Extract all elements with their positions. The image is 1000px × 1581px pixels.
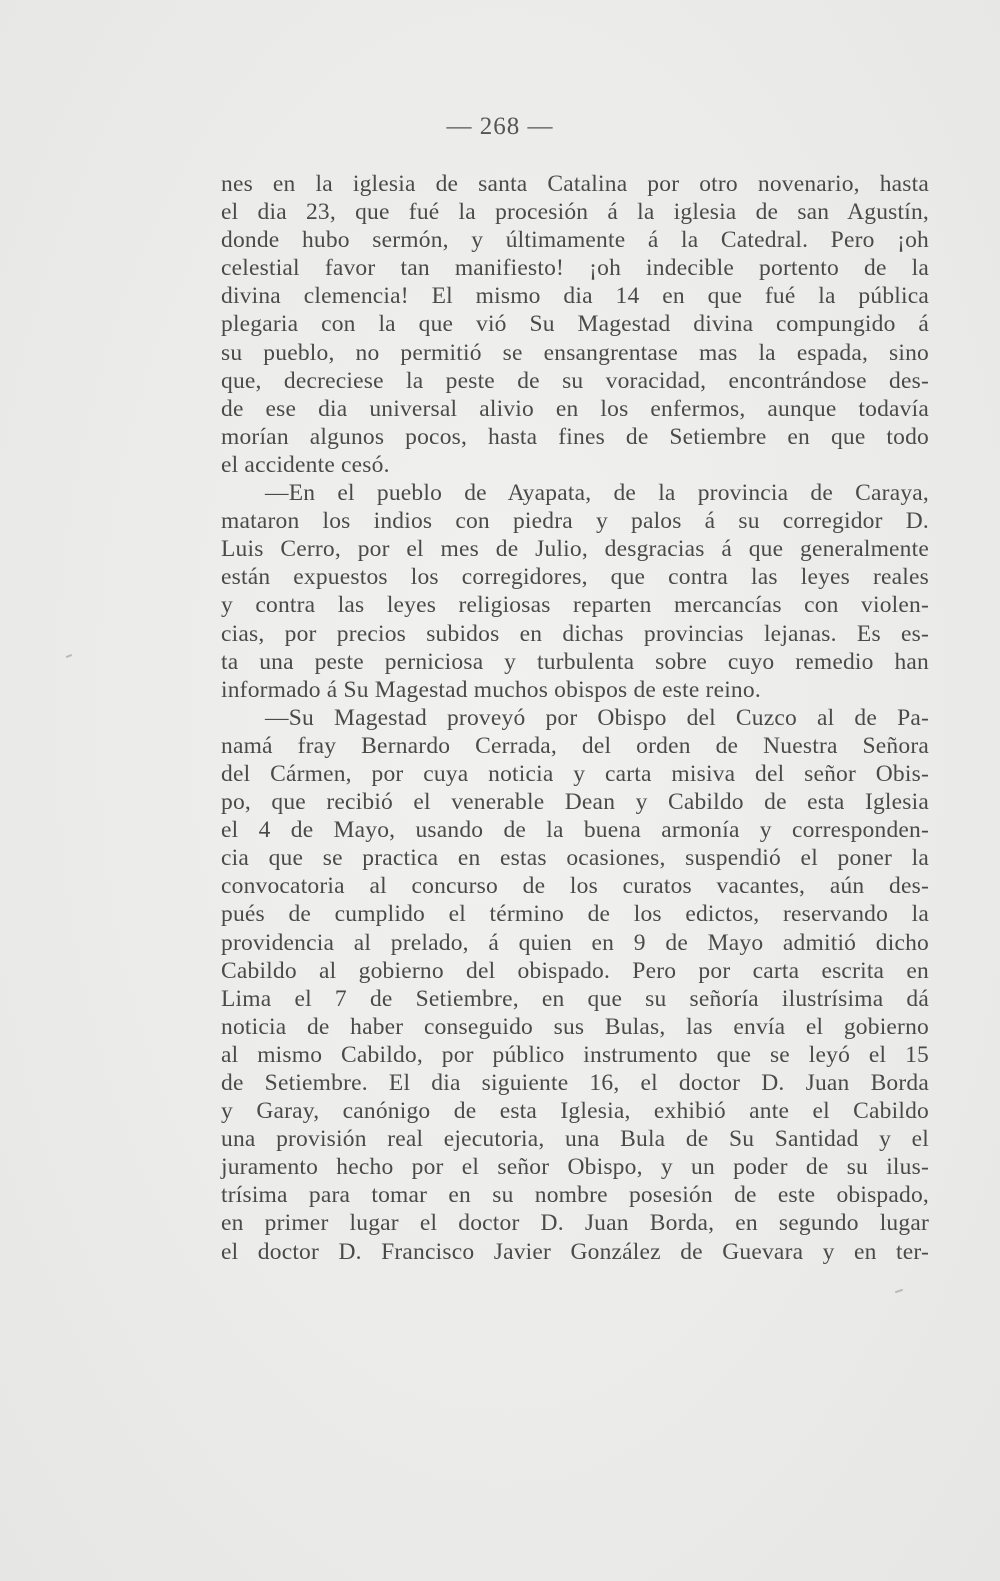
text-line: convocatoria al concurso de los curatos vacantes, aún des- <box>221 873 929 900</box>
paper-speck <box>895 1289 903 1294</box>
text-line: donde hubo sermón, y últimamente á la Catedral. Pero ¡oh <box>221 227 929 254</box>
text-line: noticia de haber conseguido sus Bulas, las envía el gobierno <box>221 1013 929 1040</box>
text-line: nes en la iglesia de santa Catalina por otro novenario, hasta <box>221 171 929 197</box>
text-line: el accidente cesó. <box>221 451 390 478</box>
text-line: trísima para tomar en su nombre posesión de este obispado, <box>221 1182 929 1209</box>
paragraph-start-line: —En el pueblo de Ayapata, de la provincia de Caraya, <box>265 480 929 507</box>
text-line: que, decreciese la peste de su voracidad, encontrándose des- <box>221 367 929 394</box>
text-line: informado á Su Magestad muchos obispos de este reino. <box>221 676 761 703</box>
text-line: de ese dia universal alivio en los enfermos, aunque todavía <box>221 395 929 422</box>
text-line: el doctor D. Francisco Javier González de Guevara y en ter- <box>221 1238 929 1265</box>
text-line: namá fray Bernardo Cerrada, del orden de Nuestra Señora <box>221 732 929 759</box>
text-line: ta una peste perniciosa y turbulenta sobre cuyo remedio han <box>221 648 929 675</box>
text-line: una provisión real ejecutoria, una Bula de Su Santidad y el <box>221 1126 929 1153</box>
text-line: del Cármen, por cuya noticia y carta misiva del señor Obis- <box>221 760 929 787</box>
text-line: juramento hecho por el señor Obispo, y un poder de su ilus- <box>221 1154 929 1181</box>
page-number: — 268 — <box>446 113 554 140</box>
text-line: Luis Cerro, por el mes de Julio, desgracias á que generalmente <box>221 536 929 563</box>
text-line: cia que se practica en estas ocasiones, suspendió el poner la <box>221 845 929 872</box>
text-line: pués de cumplido el término de los edictos, reservando la <box>221 901 929 928</box>
text-line: celestial favor tan manifiesto! ¡oh indecible portento de la <box>221 255 929 282</box>
text-line: po, que recibió el venerable Dean y Cabildo de esta Iglesia <box>221 789 929 816</box>
text-line: divina clemencia! El mismo dia 14 en que fué la pública <box>221 283 929 310</box>
text-line: su pueblo, no permitió se ensangrentase mas la espada, sino <box>221 339 929 366</box>
text-line: Cabildo al gobierno del obispado. Pero por carta escrita en <box>221 957 929 984</box>
text-line: el 4 de Mayo, usando de la buena armonía y corresponden- <box>221 817 929 844</box>
text-line: al mismo Cabildo, por público instrumento que se leyó el 15 <box>221 1041 929 1068</box>
text-line: mataron los indios con piedra y palos á su corregidor D. <box>221 508 929 535</box>
text-line: el dia 23, que fué la procesión á la iglesia de san Agustín, <box>221 199 929 226</box>
text-line: morían algunos pocos, hasta fines de Setiembre en que todo <box>221 423 929 450</box>
text-line: cias, por precios subidos en dichas provincias lejanas. Es es- <box>221 620 929 647</box>
text-line: en primer lugar el doctor D. Juan Borda, en segundo lugar <box>221 1210 929 1237</box>
paragraph-start-line: —Su Magestad proveyó por Obispo del Cuzco al de Pa- <box>265 704 929 731</box>
text-line: están expuestos los corregidores, que contra las leyes reales <box>221 564 929 591</box>
paper-speck <box>66 654 72 658</box>
text-line: de Setiembre. El dia siguiente 16, el doctor D. Juan Borda <box>221 1070 929 1096</box>
text-line: plegaria con la que vió Su Magestad divina compungido á <box>221 311 929 338</box>
text-line: providencia al prelado, á quien en 9 de Mayo admitió dicho <box>221 929 929 956</box>
body-text <box>221 170 929 1266</box>
text-line: y contra las leyes religiosas reparten mercancías con violen- <box>221 592 929 619</box>
text-line: Lima el 7 de Setiembre, en que su señoría ilustrísima dá <box>221 985 929 1012</box>
text-line: y Garay, canónigo de esta Iglesia, exhibió ante el Cabildo <box>221 1098 929 1125</box>
